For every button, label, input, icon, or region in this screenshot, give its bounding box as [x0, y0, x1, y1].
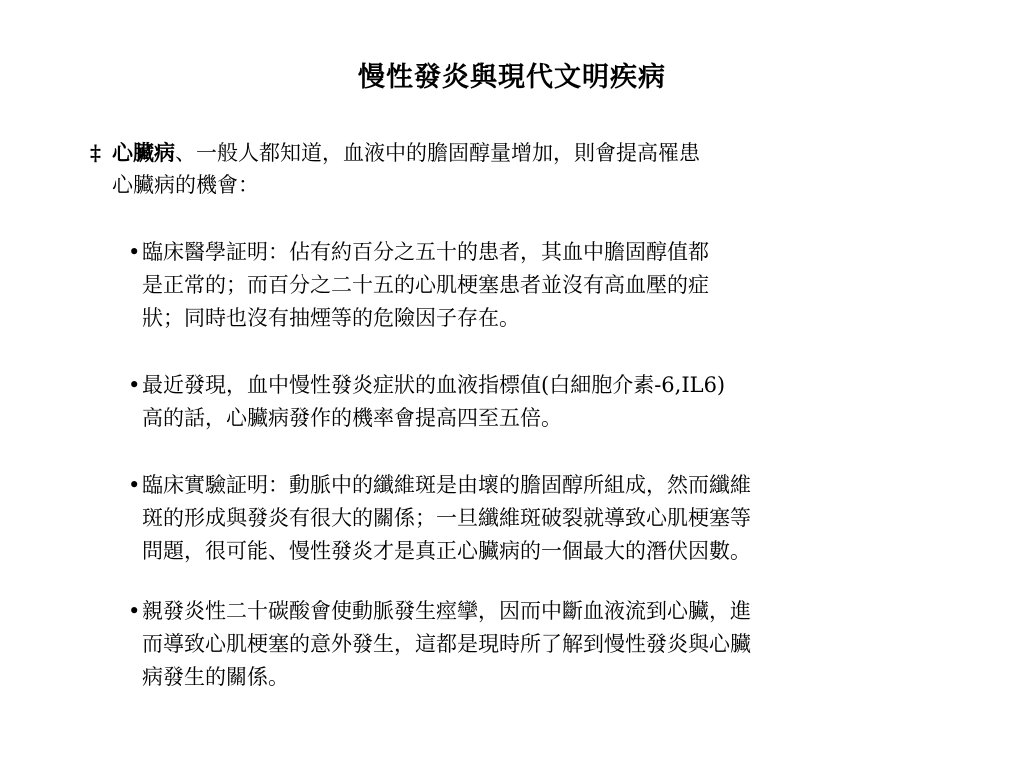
bullet-line: 問題，很可能、慢性發炎才是真正心臟病的一個最大的潛伏因數。	[142, 539, 751, 563]
bullet-line	[128, 369, 988, 402]
bullet-line: 是正常的；而百分之二十五的心肌梗塞患者並沒有高血壓的症	[142, 273, 709, 297]
lead-term: 心臟病	[112, 140, 175, 165]
lead-line-2: 心臟病的機會：	[112, 173, 259, 197]
bullet-line: 斑的形成與發炎有很大的關係；一旦纖維斑破裂就導致心肌梗塞等	[142, 506, 751, 530]
bullet-text: 親發炎性二十碳酸會使動脈發生痙攣，因而中斷血液流到心臟，進	[142, 599, 751, 623]
bullet-line: 高的話，心臟病發作的機率會提高四至五倍。	[142, 406, 562, 430]
bullet-item-4	[128, 595, 988, 694]
bullet-text: 臨床實驗証明：動脈中的纖維斑是由壞的膽固醇所組成，然而纖維	[142, 473, 751, 497]
bullet-item-1	[128, 236, 988, 335]
bullet-line	[128, 595, 988, 628]
page-title: 慢性發炎與現代文明疾病	[358, 62, 666, 93]
bullet-icon: •	[128, 240, 141, 264]
bullet-line: 狀；同時也沒有抽煙等的危險因子存在。	[142, 306, 520, 330]
bullet-line	[128, 236, 988, 269]
bullet-icon: •	[128, 473, 141, 497]
bullet-icon: •	[128, 373, 141, 397]
bullet-text: 最近發現，血中慢性發炎症狀的血液指標值(白細胞介素-6,IL6)	[142, 373, 726, 397]
bullet-item-2	[128, 369, 988, 435]
lead-line-1	[90, 137, 950, 169]
lead-marker: ‡	[90, 140, 101, 165]
bullet-line: 病發生的關係。	[142, 665, 289, 689]
bullet-text: 臨床醫學証明：佔有約百分之五十的患者，其血中膽固醇值都	[142, 240, 709, 264]
bullet-line: 而導致心肌梗塞的意外發生，這都是現時所了解到慢性發炎與心臟	[142, 632, 751, 656]
lead-paragraph	[90, 137, 950, 201]
lead-text-1: 、一般人都知道，血液中的膽固醇量增加，則會提高罹患	[175, 141, 700, 165]
bullet-line	[128, 469, 988, 502]
bullet-icon: •	[128, 599, 141, 623]
bullet-item-3	[128, 469, 988, 568]
